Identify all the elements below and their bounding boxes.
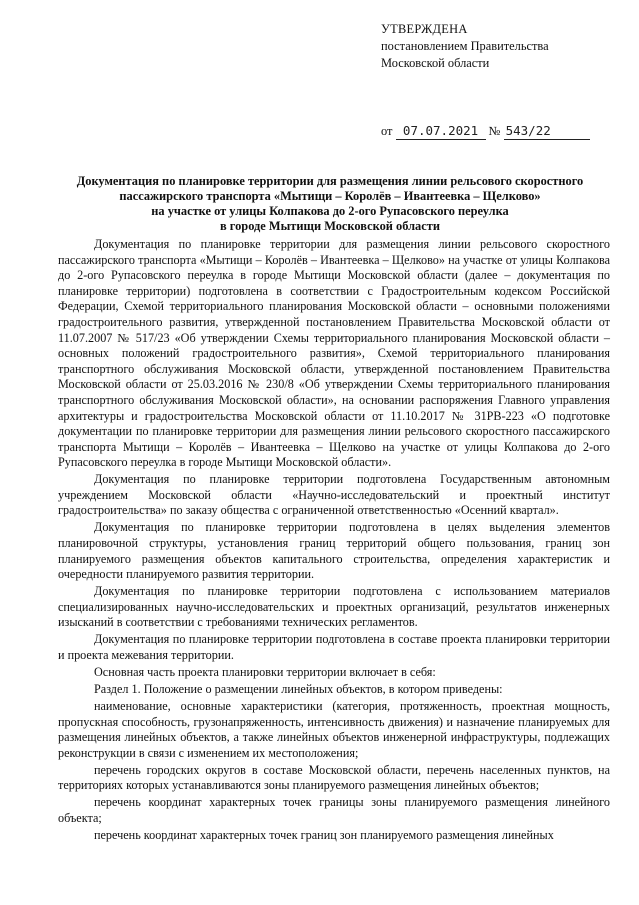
title-line-3: на участке от улицы Колпакова до 2-ого Рупасовского переулка bbox=[151, 204, 509, 218]
paragraph-main-part: Основная часть проекта планировки территории включает в себя: bbox=[94, 664, 436, 679]
approval-block bbox=[381, 21, 621, 72]
title-line-1: Документация по планировке территории для размещения линии рельсового скоростного bbox=[76, 174, 584, 188]
title-line-2: пассажирского транспорта «Мытищи – Королёв – Ивантеевка – Щелково» bbox=[119, 189, 541, 203]
document-title bbox=[40, 174, 620, 234]
paragraph-purpose: Документация по планировке территории подготовлена в целях выделения элементов планировочной структуры, установления границ территорий общего пользования, границ зон планируемого размещения объектов капитального строительства, определения характеристик и очередности планируемого развития территории. bbox=[58, 520, 610, 582]
paragraph-coordinates-zone: перечень координат характерных точек границы зоны планируемого размещения линейного объекта; bbox=[58, 795, 610, 825]
approval-line-1: постановлением Правительства bbox=[381, 39, 549, 53]
approval-number: 543/22 bbox=[504, 123, 590, 140]
date-prefix: от bbox=[381, 124, 393, 138]
approval-line-2: Московской области bbox=[381, 56, 490, 70]
paragraph-composition: Документация по планировке территории подготовлена в составе проекта планировки территории и проекта межевания территории. bbox=[58, 632, 610, 662]
document-body bbox=[58, 237, 610, 845]
title-line-4: в городе Мытищи Московской области bbox=[220, 219, 440, 233]
paragraph-characteristics: наименование, основные характеристики (категория, протяженность, проектная мощность, пропускная способность, грузонапряженность, интенсивность движения) и назначение планируемых для размещения линейных объектов, а также линейных объектов инженерной инфраструктуры, подлежащих реконструкции в связи с изменением их местоположения; bbox=[58, 698, 610, 760]
paragraph-districts-list: перечень городских округов в составе Московской области, перечень населенных пунктов, на территориях которых устанавливаются зоны планируемого размещения линейных объектов; bbox=[58, 762, 610, 793]
paragraph-intro: Документация по планировке территории для размещения линии рельсового скоростного пассажирского транспорта «Мытищи – Королёв – Ивантеевка – Щелково» на участке от улицы Колпакова до 2-ого Рупасовского переулка в городе Мытищи Московской области (далее – документация по планировке территории) подготовлена в соответствии с Градостроительным кодексом Российской Федерации, Схемой территориального планирования Московской области – основными положениями градостроительного развития, утвержденной постановлением Правительства Московской области от 11.07.2007 № 517/23 «Об утверждении Схемы территориального планирования Московской области – основных положений градостроительного развития», Схемой территориального планирования транспортного обслуживания Московской области, утвержденной постановлением Правительства Московской области от 25.03.2016 № 230/8 «Об утверждении Схемы территориального планирования транспортного обслуживания Московской области», на основании распоряжения Главного управления архитектуры и градостроительства Московской области от 11.10.2017 № 31РВ-223 «О подготовке документации по планировке территории для размещения линии рельсового скоростного пассажирского транспорта Мытищи – Королёв – Ивантеевка – Щелково на участке от улицы Колпакова до 2-ого Рупасовского переулка в городе Мытищи Московской области». bbox=[58, 237, 610, 470]
approval-dateline bbox=[381, 123, 621, 140]
paragraph-materials: Документация по планировке территории подготовлена с использованием материалов специализированных научно-исследовательских и проектных организаций, результатов инженерных изысканий в соответствии с требованиями технических регламентов. bbox=[58, 584, 610, 630]
number-sign: № bbox=[488, 124, 501, 138]
paragraph-prepared-by: Документация по планировке территории подготовлена Государственным автономным учреждением Московской области «Научно-исследовательский и проектный институт градостроительства» по заказу общества с ограниченной ответственностью «Осенний квартал». bbox=[58, 472, 610, 518]
paragraph-coordinates-zones: перечень координат характерных точек границ зон планируемого размещения линейных bbox=[94, 827, 554, 842]
paragraph-section-1: Раздел 1. Положение о размещении линейных объектов, в котором приведены: bbox=[94, 681, 503, 696]
approval-title: УТВЕРЖДЕНА bbox=[381, 22, 468, 36]
approval-date: 07.07.2021 bbox=[396, 123, 486, 140]
